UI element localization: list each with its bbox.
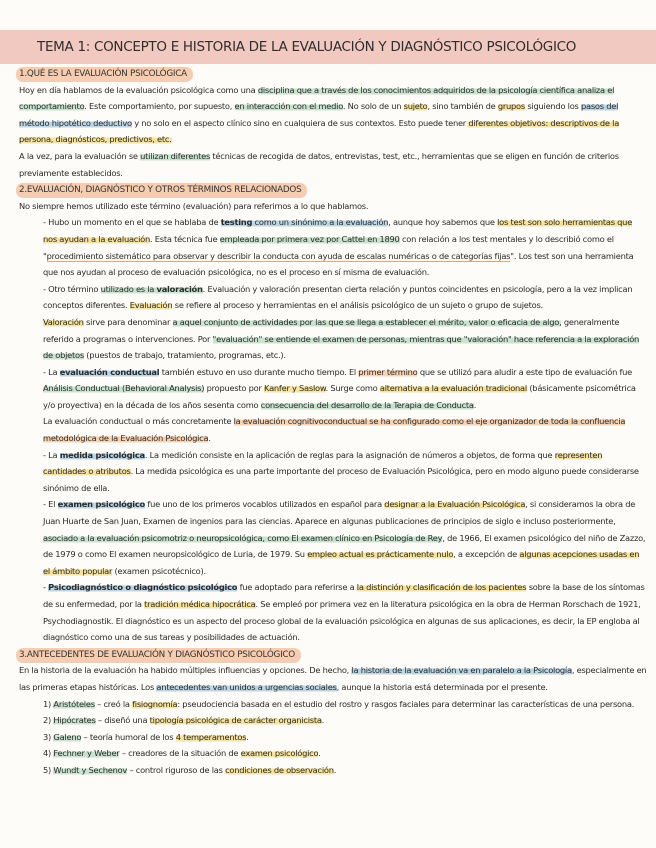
paragraph: A la vez, para la evaluación se utilizan diferentes técnicas de recogida de datos, entrevistas, test, etc., herramientas que se eligen en función de criterios previamente establecidos. bbox=[19, 150, 619, 178]
paragraph-medida: - La medida psicológica. La medición consiste en la aplicación de reglas para la asignación de números a objetos, de forma que representen cantidades o atributos. La medida psicológica es una parte importante del proceso de Evaluación Psicológica, pero en modo alguno puede considerarse sinónimo de ella. bbox=[43, 449, 639, 493]
section-heading-3: 3.ANTECEDENTES DE EVALUACIÓN Y DIAGNÓSTICO PSICOLÓGICO bbox=[16, 648, 301, 663]
paragraph-conductual: - La evaluación conductual también estuvo en uso durante mucho tiempo. El primer término que se utilizó para aludir a este tipo de evaluación fue Análisis Conductual (Behavioral Analysis) propuesto por Kanfer y Saslow. Surge como alternativa a la evaluación tradicional (básicamente psicométrica y/o proyectiva) en la década de los años sesenta como consecuencia del desarrollo de la Terapia de Conducta. bbox=[43, 366, 636, 410]
paragraph: Hoy en día hablamos de la evaluación psicológica como una disciplina que a través de los conocimientos adquiridos de la psicología científica analiza el comportamiento. Este comportamiento, por supuesto, en interacción con el medio. No solo de un sujeto, sino también de grupos siguiendo los pasos del método hipotético deductivo y no solo en el aspecto clínico sino en cualquiera de sus contextos. Esto puede tener diferentes objetivos: descriptivos de la persona, diagnósticos, predictivos, etc. bbox=[19, 84, 620, 145]
paragraph-conductual-cont: La evaluación conductual o más concretamente la evaluación cognitivoconductual se ha configurado como el eje organizador de toda la confluencia metodológica de la Evaluación Psicológica. bbox=[43, 416, 626, 444]
paragraph: En la historia de la evaluación ha habido múltiples influencias y opciones. De hecho, la historia de la evaluación va en paralelo a la Psicología, especialmente en las primeras etapas históricas. Los antecedentes van unidos a urgencias sociales, aunque la historia está determinada por el presente. bbox=[19, 665, 647, 692]
paragraph-psicodiagnostico: - Psicodiagnóstico o diagnóstico psicológico fue adoptado para referirse a la distinción y clasificación de los pacientes sobre la base de los síntomas de su enfermedad, por la tradición médica hipocrática. Se empleó por primera vez en la literatura psicológica en la obra de Herman Rorschach de 1921, Psychodiagnostik. El diagnóstico es un aspecto del proceso global de la evaluación psicológica en algunas de sus aplicaciones, es decir, la EP engloba al diagnóstico como una de sus tareas y posibilidades de actuación. bbox=[43, 582, 645, 643]
list-item: 1) Aristóteles – creó la fisiognomía: pseudociencia basada en el estudio del rostro y rasgos faciales para determinar las características de una persona. bbox=[43, 698, 635, 709]
paragraph-valoracion: - Otro término utilizado es la valoración. Evaluación y valoración presentan cierta relación y puntos coincidentes en psicología, pero a la vez implican conceptos diferentes. Evaluación se refiere al proceso y herramientas en el análisis psicológico de un sujeto o grupo de sujetos. bbox=[43, 283, 633, 311]
list-item: 2) Hipócrates – diseñó una tipología psicológica de carácter organicista. bbox=[43, 715, 325, 726]
paragraph-examen: - El examen psicológico fue uno de los primeros vocablos utilizados en español para designar a la Evaluación Psicológica, si consideramos la obra de Juan Huarte de San Juan, Examen de ingenios para las ciencias. Aparece en algunas publicaciones de principios de siglo e incluso posteriormente, asociado a la evaluación psicomotriz o neuropsicológica, como El examen clínico en Psicología de Rey, de 1966, El examen psicológico del niño de Zazzo, de 1979 o como El examen neuropsicológico de Luria, de 1979. Su empleo actual es prácticamente nulo, a excepción de algunas acepciones usadas en el ámbito popular (examen psicotécnico). bbox=[43, 499, 646, 576]
list-item: 5) Wundt y Sechenov – control riguroso de las condiciones de observación. bbox=[43, 764, 337, 775]
section-heading-2: 2.EVALUACIÓN, DIAGNÓSTICO Y OTROS TÉRMINOS RELACIONADOS bbox=[16, 183, 307, 198]
paragraph-testing: - Hubo un momento en el que se hablaba de testing como un sinónimo a la evaluación, aunque hoy sabemos que los test son solo herramientas que nos ayudan a la evaluación. Esta técnica fue empleada por primera vez por Cattel en 1890 con relación a los test mentales y lo describió como el "procedimiento sistemático para observar y describir la conducta con ayuda de escalas numéricas o de categorías fijas". Los test son una herramienta que nos ayudan al proceso de evaluación psicológica, no es el proceso en sí misma de evaluación. bbox=[43, 217, 634, 278]
page-title: TEMA 1: CONCEPTO E HISTORIA DE LA EVALUACIÓN Y DIAGNÓSTICO PSICOLÓGICO bbox=[0, 30, 656, 64]
document-body bbox=[19, 65, 647, 779]
section-heading-1: 1.QUÉ ES LA EVALUACIÓN PSICOLÓGICA bbox=[16, 67, 193, 82]
paragraph: No siempre hemos utilizado este término (evaluación) para referirnos a lo que hablamos. bbox=[19, 200, 369, 211]
list-item: 3) Galeno – teoría humoral de los 4 temperamentos. bbox=[43, 731, 249, 742]
antecedents-list bbox=[19, 696, 647, 779]
list-item: 4) Fechner y Weber – creadores de la situación de examen psicológico. bbox=[43, 748, 321, 759]
paragraph-valoracion-cont: Valoración sirve para denominar a aquel conjunto de actividades por las que se llega a establecer el mérito, valor o eficacia de algo, generalmente referido a programas o intervenciones. Por "evaluación" se entiende el examen de personas, mientras que "valoración" hace referencia a la exploración de objetos (puestos de trabajo, tratamiento, programas, etc.). bbox=[43, 316, 640, 361]
